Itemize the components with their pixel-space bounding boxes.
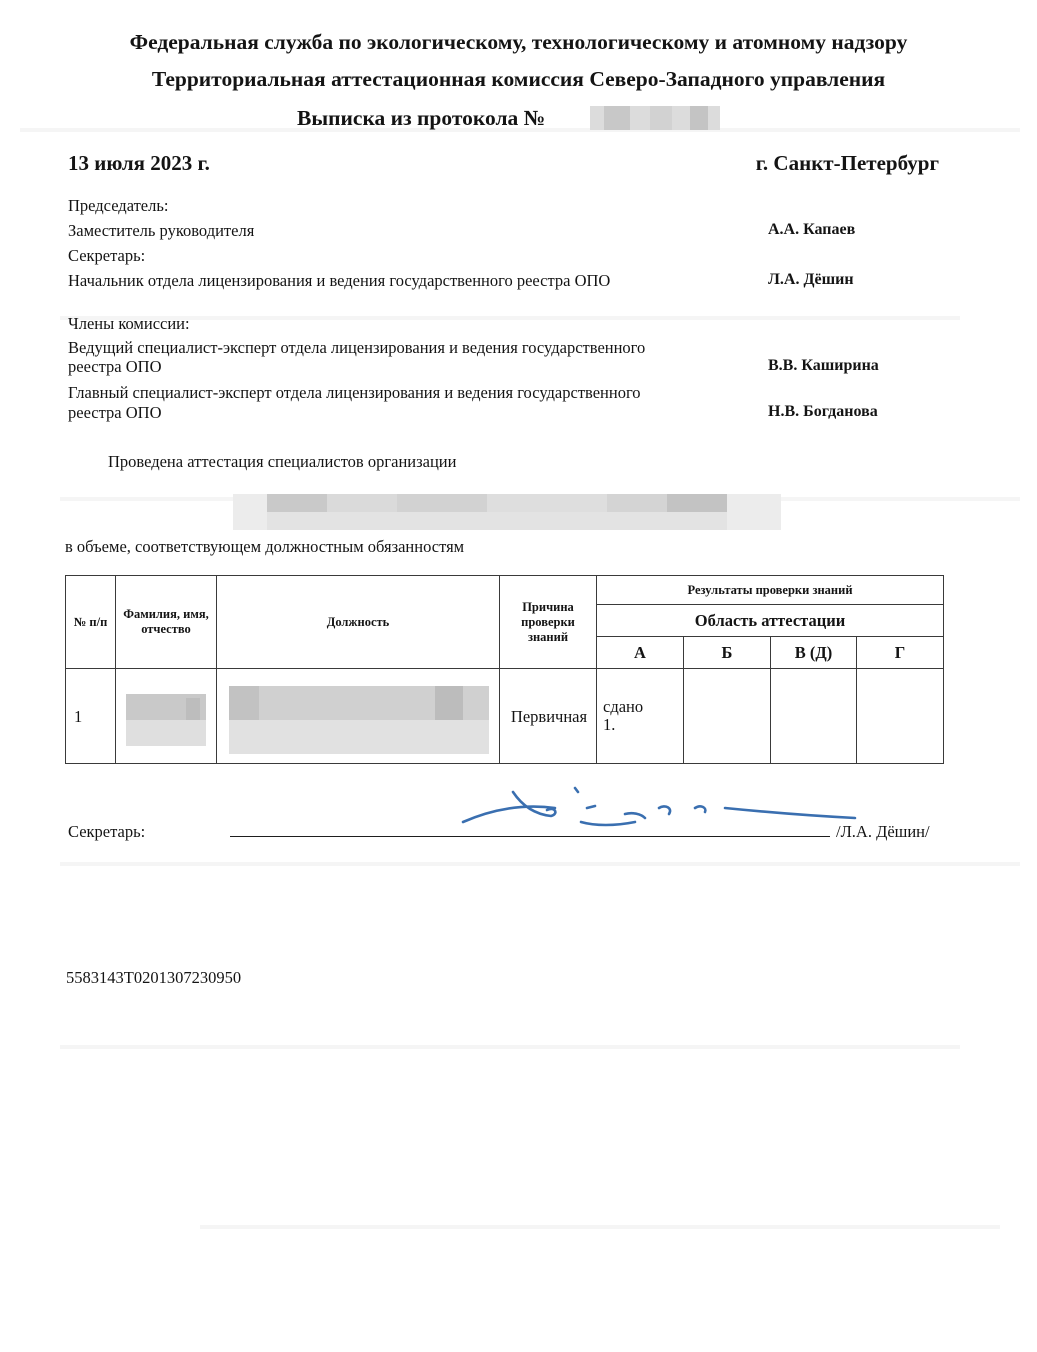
redacted-protocol-number <box>590 106 720 130</box>
row-result-b <box>684 669 771 764</box>
member-role-line: реестра ОПО <box>68 403 162 422</box>
signature-name: /Л.А. Дёшин/ <box>836 822 930 841</box>
row-result-a <box>597 669 684 764</box>
header-area: Область аттестации <box>597 605 944 637</box>
attestation-scope: в объеме, соответствующем должностным обязанностям <box>65 537 465 556</box>
header-num: № п/п <box>66 576 116 669</box>
document-code: 5583143T0201307230950 <box>66 968 242 987</box>
scan-noise <box>60 862 1020 866</box>
header-results: Результаты проверки знаний <box>597 576 944 605</box>
table-row <box>66 669 944 764</box>
member-role-line: реестра ОПО <box>68 357 162 376</box>
chair-name: А.А. Капаев <box>768 221 856 238</box>
member-name: В.В. Каширина <box>768 357 879 374</box>
scan-noise <box>60 316 960 320</box>
header-col-a: А <box>597 637 684 669</box>
protocol-date: 13 июля 2023 г. <box>68 151 210 175</box>
header-col-g: Г <box>857 637 944 669</box>
result-a-status: сдано <box>603 697 644 716</box>
result-a-note: 1. <box>603 715 616 734</box>
handwritten-signature <box>455 778 865 840</box>
header-col-v: В (Д) <box>771 637 857 669</box>
protocol-title: Выписка из протокола № <box>297 106 546 130</box>
member-role-line: Ведущий специалист-эксперт отдела лицензирования и ведения государственного <box>68 338 646 357</box>
row-position-redacted <box>217 669 500 764</box>
chair-label: Председатель: <box>68 196 169 215</box>
results-table <box>65 575 944 764</box>
row-result-g <box>857 669 944 764</box>
secretary-label: Секретарь: <box>68 246 146 265</box>
signature-label: Секретарь: <box>68 822 146 841</box>
row-fio-redacted <box>116 669 217 764</box>
redacted-organization-name <box>233 494 781 530</box>
secretary-name: Л.А. Дёшин <box>768 271 854 288</box>
protocol-city: г. Санкт-Петербург <box>755 151 939 175</box>
members-label: Члены комиссии: <box>68 314 190 333</box>
member-role-line: Главный специалист-эксперт отдела лицензирования и ведения государственного <box>68 383 641 402</box>
chair-role: Заместитель руководителя <box>68 221 255 240</box>
scan-noise <box>60 1045 960 1049</box>
header-col-b: Б <box>684 637 771 669</box>
header-fio: Фамилия, имя, отчество <box>116 576 217 669</box>
agency-title: Федеральная служба по экологическому, технологическому и атомному надзору <box>129 30 908 54</box>
attestation-intro: Проведена аттестация специалистов организации <box>108 452 457 471</box>
header-position: Должность <box>217 576 500 669</box>
member-name: Н.В. Богданова <box>768 403 878 420</box>
commission-title: Территориальная аттестационная комиссия Северо-Западного управления <box>151 67 886 91</box>
row-num: 1 <box>66 669 116 764</box>
secretary-role: Начальник отдела лицензирования и ведения государственного реестра ОПО <box>68 271 611 290</box>
row-reason: Первичная <box>500 669 597 764</box>
row-result-v <box>771 669 857 764</box>
scan-noise <box>200 1225 1000 1229</box>
header-reason: Причина проверки знаний <box>500 576 597 669</box>
